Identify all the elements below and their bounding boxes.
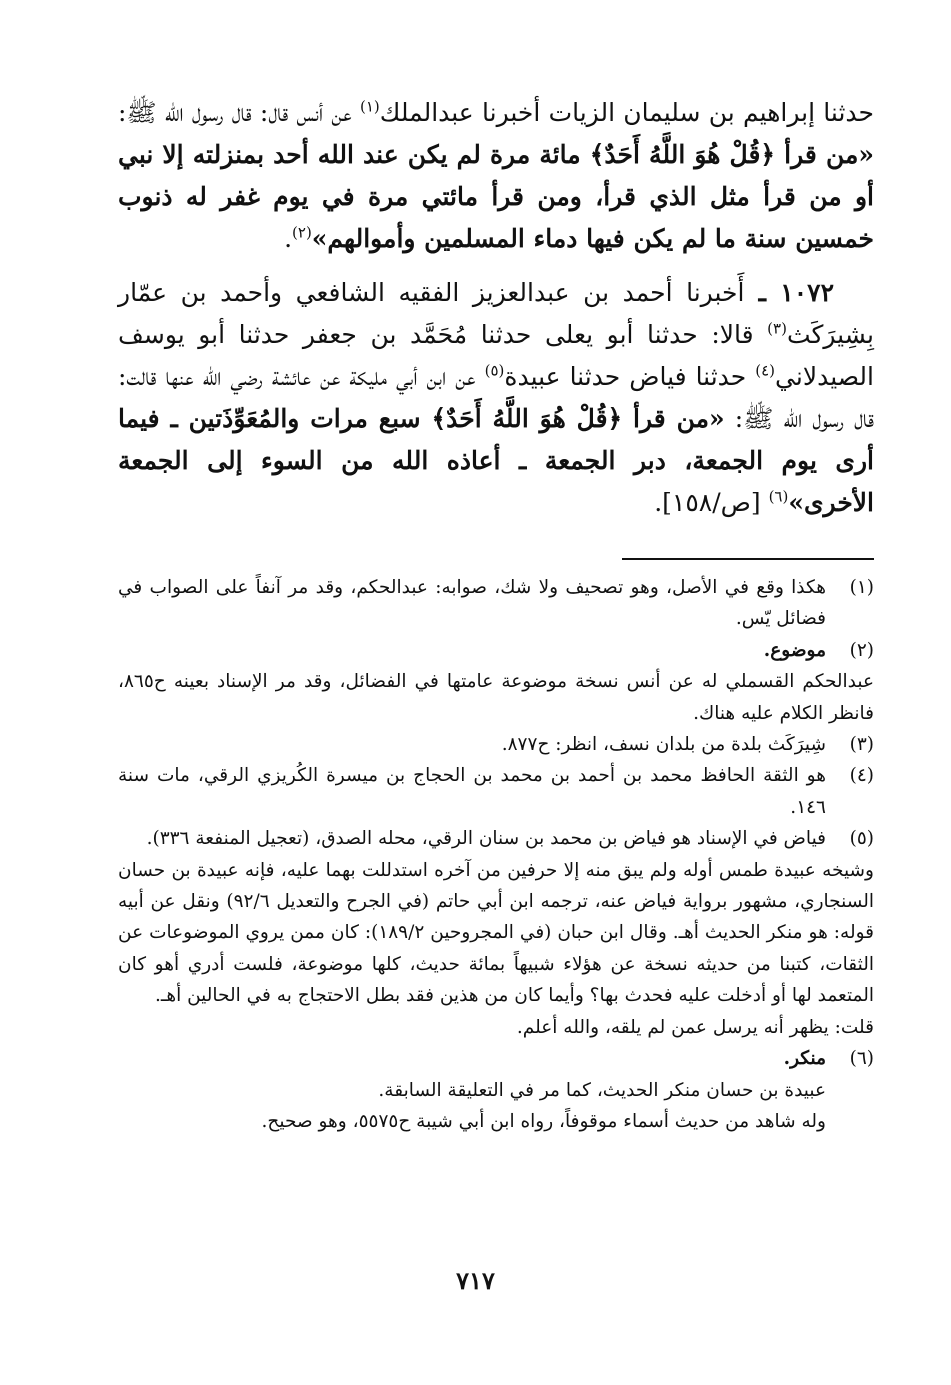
- hadith-number: ١٠٧٢ ـ: [744, 278, 834, 307]
- text-segment: حدثنا إبراهيم بن سليمان الزيات أخبرنا عبدالملك: [379, 98, 874, 127]
- footnote-3: [118, 729, 874, 760]
- text-segment: [ص/١٥٨].: [654, 488, 769, 517]
- footnote-verdict: منكر.: [783, 1048, 826, 1070]
- footnote-text: عبدالحكم القسملي له عن أنس نسخة موضوعة عامتها في الفضائل، وقد مر الإسناد بعينه ح٨٦٥، فانظر الكلام عليه هناك.: [118, 671, 874, 724]
- footnotes: [118, 572, 874, 1137]
- footnote-2: [118, 635, 874, 729]
- paragraph-hadith-1071: [118, 92, 874, 260]
- footnote-text: قلت: يظهر أنه يرسل عمن لم يلقه، والله أعلم.: [516, 1016, 874, 1038]
- footnote-text: وله شاهد من حديث أسماء موقوفاً، رواه ابن أبي شيبة ح٥٥٧٥، وهو صحيح.: [261, 1110, 826, 1132]
- footnote-text: عبيدة بن حسان منكر الحديث، كما مر في التعليقة السابقة.: [378, 1079, 826, 1101]
- footnote-text: وشيخه عبيدة طمس أوله ولم يبق منه إلا حرفين من آخره استدللت بهما عليه، فإنه عبيدة بن حسان السنجاري، مشهور برواية فياض عنه، ترجمه ابن أبي حاتم (في الجرح والتعديل ٩٢/٦) ونقل عن أبيه قوله: هو منكر الحديث أهـ. وقال ابن حبان (في المجروحين ١٨٩/٢): كان ممن يروي الموضوعات عن الثقات، كتبنا من حديثه نسخة عن هؤلاء شبيهاً بمائة حديث، كلها موضوعة، فلست أدري أهو كان المتعمد لها أو أدخلت عليه فحدث بها؟ وأيما كان من هذين فقد بطل الاحتجاج به في الحالين أهـ.: [118, 859, 874, 1007]
- main-text: [118, 92, 874, 524]
- footnote-separator: [622, 558, 874, 560]
- footnote-ref-5[interactable]: (٥): [484, 361, 505, 380]
- page-number: ٧١٧: [456, 1266, 495, 1295]
- text-segment: .: [284, 224, 293, 253]
- footnote-text: هكذا وقع في الأصل، وهو تصحيف ولا شك، صوابه: عبدالحكم، وقد مر آنفاً على الصواب في فضائل يّس.: [118, 577, 826, 630]
- footnote-ref-4[interactable]: (٤): [755, 361, 776, 380]
- footnote-text: شِيرَكَث بلدة من بلدان نسف، انظر: ح٨٧٧.: [501, 734, 826, 756]
- text-segment: عن ابن أبي مليكة عن عائشة رضي الله عنها قالت: قال رسول اللّه ﷺ:: [118, 362, 875, 433]
- footnote-5: [118, 823, 874, 1043]
- footnote-number: (١): [849, 577, 874, 598]
- footnote-text: فياض في الإسناد هو فياض بن محمد بن سنان الرقي، محله الصدق، (تعجيل المنفعة ٣٣٦).: [146, 828, 826, 850]
- footnote-text: هو الثقة الحافظ محمد بن أحمد بن محمد بن الحجاج بن ميسرة الكُريزي الرقي، مات سنة ١٤٦.: [118, 765, 826, 818]
- footnote-number: (٣): [849, 734, 874, 756]
- hadith-matn-bold: «من قرأ ﴿قُلْ هُوَ اللَّهُ أَحَدٌ﴾ سبع مرات والمُعَوِّذَتين ـ فيما أرى يوم الجمعة، دبر الجمعة ـ أعاذه الله من السوء إلى الجمعة الأخرى»: [118, 404, 874, 517]
- footnote-number: (٦): [849, 1048, 874, 1070]
- footnote-number: (٤): [849, 765, 874, 787]
- text-segment: أَخبرنا أحمد بن عبدالعزيز الفقيه الشافعي وأحمد بن عمّار بِشِيرَكَث: [118, 278, 874, 349]
- footnote-number: (٢): [849, 639, 874, 661]
- footnote-verdict: موضوع.: [763, 639, 826, 661]
- footnote-ref-1[interactable]: (١): [360, 97, 380, 116]
- footnote-6: [118, 1043, 874, 1137]
- footnote-4: [118, 760, 874, 823]
- footnote-ref-3[interactable]: (٣): [767, 319, 787, 338]
- text-segment: حدثنا فياض حدثنا عبيدة: [504, 362, 756, 391]
- hadith-matn-bold: «من قرأ ﴿قُلْ هُوَ اللَّهُ أَحَدٌ﴾ مائة مرة لم يكن عند الله أحد بمنزلته إلا نبي أو من قرأ مثل الذي قرأ، ومن قرأ مائتي مرة في يوم غفر له ذنوب خمسين سنة ما لم يكن فيها دماء المسلمين وأموالهم»: [118, 140, 874, 253]
- footnote-ref-6[interactable]: (٦): [768, 487, 789, 506]
- text-segment: قالا: حدثنا أبو يعلى حدثنا مُحَمَّد بن جعفر حدثنا أبو يوسف الصيدلاني: [118, 320, 874, 391]
- text-segment: عن أنس قال: قال رسول اللّه ﷺ:: [118, 98, 360, 127]
- footnote-1: [118, 572, 874, 635]
- footnote-number: (٥): [849, 828, 874, 850]
- footnote-ref-2[interactable]: (٢): [292, 223, 312, 242]
- paragraph-hadith-1072: [118, 272, 874, 524]
